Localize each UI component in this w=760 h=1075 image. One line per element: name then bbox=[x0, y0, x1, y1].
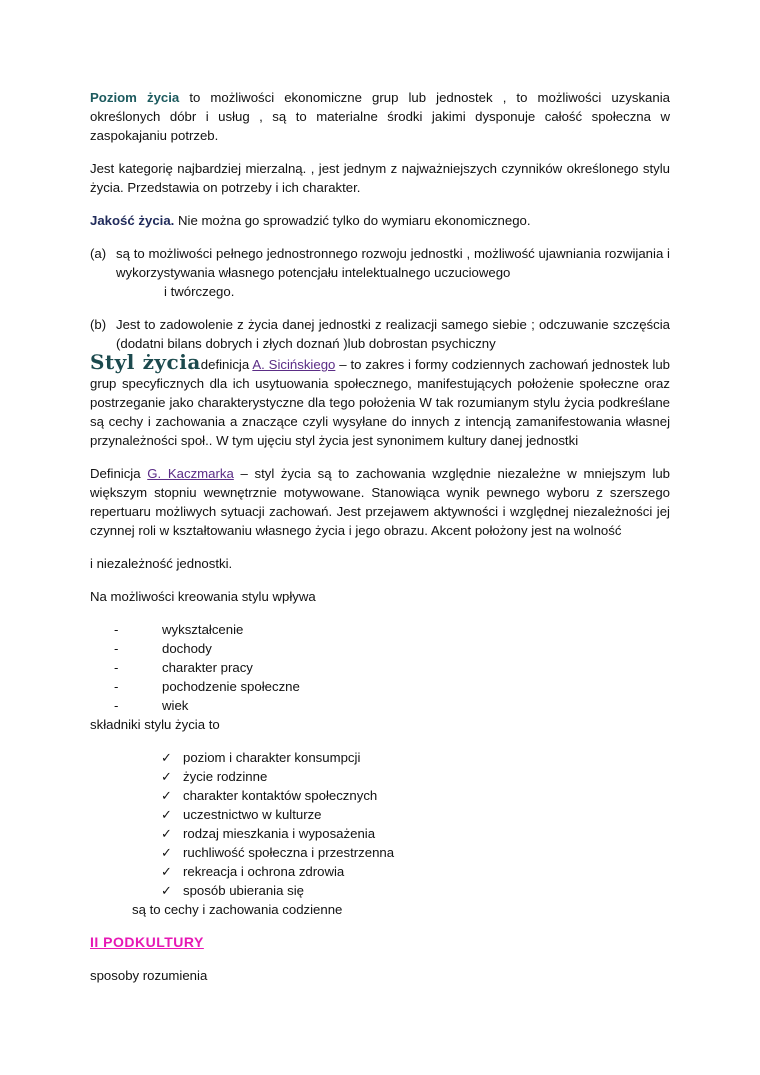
list-item-text: poziom i charakter konsumpcji bbox=[183, 750, 361, 765]
list-item-text: są to możliwości pełnego jednostronnego rozwoju jednostki , możliwość ujawniania rozwijania i wykorzystywania własnego potencjału intelektualnego uczuciowego bbox=[116, 246, 670, 280]
list-item bbox=[161, 881, 670, 900]
paragraph-sposoby: sposoby rozumienia bbox=[90, 968, 208, 983]
paragraph-kaczmarek bbox=[90, 464, 670, 540]
checkmark-icon: ✓ bbox=[161, 807, 172, 822]
list-label: (b) bbox=[90, 317, 107, 332]
list-item-text: życie rodzinne bbox=[183, 769, 268, 784]
list-item bbox=[161, 805, 670, 824]
paragraph-text: – to zakres i formy codziennych zachowań jednostek lub grup specyficznych dla ich usytuowania społecznego, manifestujących położenie społeczne oraz postrzeganie jako charakterystyczne dla tego położenia W tak rozumianym stylu życia podkreślane są cechy i zachowania a znaczące czyli wysyłane do innych z intencją zamanifestowania własnej przynależności społ.. W tym ujęciu styl życia jest synonimem kultury danej jednostki bbox=[90, 357, 671, 448]
dash-bullet: - bbox=[114, 622, 119, 637]
definition-prefix: definicja bbox=[200, 357, 253, 372]
document-page bbox=[90, 88, 670, 985]
list-item bbox=[90, 696, 670, 715]
author-link-kaczmarek[interactable]: G. Kaczmarka bbox=[147, 466, 234, 481]
paragraph-skladniki-outro: są to cechy i zachowania codzienne bbox=[132, 902, 343, 917]
list-item-text: charakter kontaktów społecznych bbox=[183, 788, 378, 803]
checkmark-icon: ✓ bbox=[161, 826, 172, 841]
paragraph-poziom-zycia bbox=[90, 88, 670, 145]
list-item-text: charakter pracy bbox=[162, 660, 253, 675]
section-heading-podkultury: II PODKULTURY bbox=[90, 934, 204, 950]
term-jakosc-zycia: Jakość życia. bbox=[90, 213, 175, 228]
paragraph-wplyw-intro: Na możliwości kreowania stylu wpływa bbox=[90, 589, 316, 604]
dash-bullet: - bbox=[114, 660, 119, 675]
list-item-text: wiek bbox=[162, 698, 189, 713]
list-item-text: rekreacja i ochrona zdrowia bbox=[183, 864, 345, 879]
checkmark-icon: ✓ bbox=[161, 788, 172, 803]
list-item bbox=[161, 843, 670, 862]
list-item-text: pochodzenie społeczne bbox=[162, 679, 300, 694]
list-item bbox=[161, 786, 670, 805]
dash-bullet: - bbox=[114, 698, 119, 713]
paragraph-jakosc-zycia bbox=[90, 211, 670, 230]
heading-styl-zycia: Styl życia bbox=[90, 350, 201, 374]
paragraph-mierzalna bbox=[90, 159, 670, 197]
list-item-text: uczestnictwo w kulturze bbox=[183, 807, 322, 822]
checkmark-icon: ✓ bbox=[161, 883, 172, 898]
dash-list-wplyw bbox=[90, 620, 670, 715]
term-poziom-zycia: Poziom życia bbox=[90, 90, 180, 105]
list-item-text: wykształcenie bbox=[162, 622, 244, 637]
list-label: (a) bbox=[90, 246, 107, 261]
list-item bbox=[161, 748, 670, 767]
paragraph-text: – styl życia są to zachowania względnie niezależne w mniejszym lub większym stopniu wewnętrznie motywowane. Stanowiąca wynik pewnego wyboru z szerszego repertuaru możliwych sytuacji zachowań. Jest przejawem aktywności i względnej niezależności jej czynnej roli w kształtowaniu własnego życia i jego obrazu. Akcent położony jest na wolność bbox=[90, 466, 671, 538]
list-item-text: dochody bbox=[162, 641, 212, 656]
paragraph-skladniki-intro: składniki stylu życia to bbox=[90, 717, 220, 732]
list-item-continuation: i twórczego. bbox=[164, 284, 235, 299]
paragraph-text: Nie można go sprowadzić tylko do wymiaru ekonomicznego. bbox=[174, 213, 531, 228]
checkmark-icon: ✓ bbox=[161, 750, 172, 765]
list-item bbox=[90, 639, 670, 658]
list-item bbox=[161, 862, 670, 881]
definition-prefix: Definicja bbox=[90, 466, 148, 481]
checkmark-icon: ✓ bbox=[161, 845, 172, 860]
paragraph-styl-zycia bbox=[90, 350, 671, 450]
list-item-text: ruchliwość społeczna i przestrzenna bbox=[183, 845, 395, 860]
paragraph-niezaleznosc: i niezależność jednostki. bbox=[90, 556, 233, 571]
paragraph-text: Jest kategorię najbardziej mierzalną. , jest jednym z najważniejszych czynników określonego stylu życia. Przedstawia on potrzeby i ich charakter. bbox=[90, 161, 670, 195]
list-item-text: rodzaj mieszkania i wyposażenia bbox=[183, 826, 376, 841]
dash-bullet: - bbox=[114, 641, 119, 656]
dash-bullet: - bbox=[114, 679, 119, 694]
list-item bbox=[90, 658, 670, 677]
list-item bbox=[161, 767, 670, 786]
lettered-list bbox=[90, 244, 670, 353]
list-item bbox=[90, 620, 670, 639]
author-link-sicinski[interactable]: A. Sicińskiego bbox=[252, 357, 336, 372]
list-item-b bbox=[90, 315, 670, 353]
checkmark-icon: ✓ bbox=[161, 769, 172, 784]
list-item-a bbox=[90, 244, 670, 301]
list-item-text: Jest to zadowolenie z życia danej jednostki z realizacji samego siebie ; odczuwanie szczęścia (dodatni bilans dobrych i złych doznań )lub dobrostan psychiczny bbox=[116, 317, 670, 351]
check-list-skladniki bbox=[90, 748, 670, 900]
checkmark-icon: ✓ bbox=[161, 864, 172, 879]
list-item-text: sposób ubierania się bbox=[183, 883, 304, 898]
list-item bbox=[161, 824, 670, 843]
paragraph-text: to możliwości ekonomiczne grup lub jednostek , to możliwości uzyskania określonych dóbr i usług , są to materialne środki jakimi dysponuje całość społeczna w zaspokajaniu potrzeb. bbox=[90, 90, 670, 143]
list-item bbox=[90, 677, 670, 696]
